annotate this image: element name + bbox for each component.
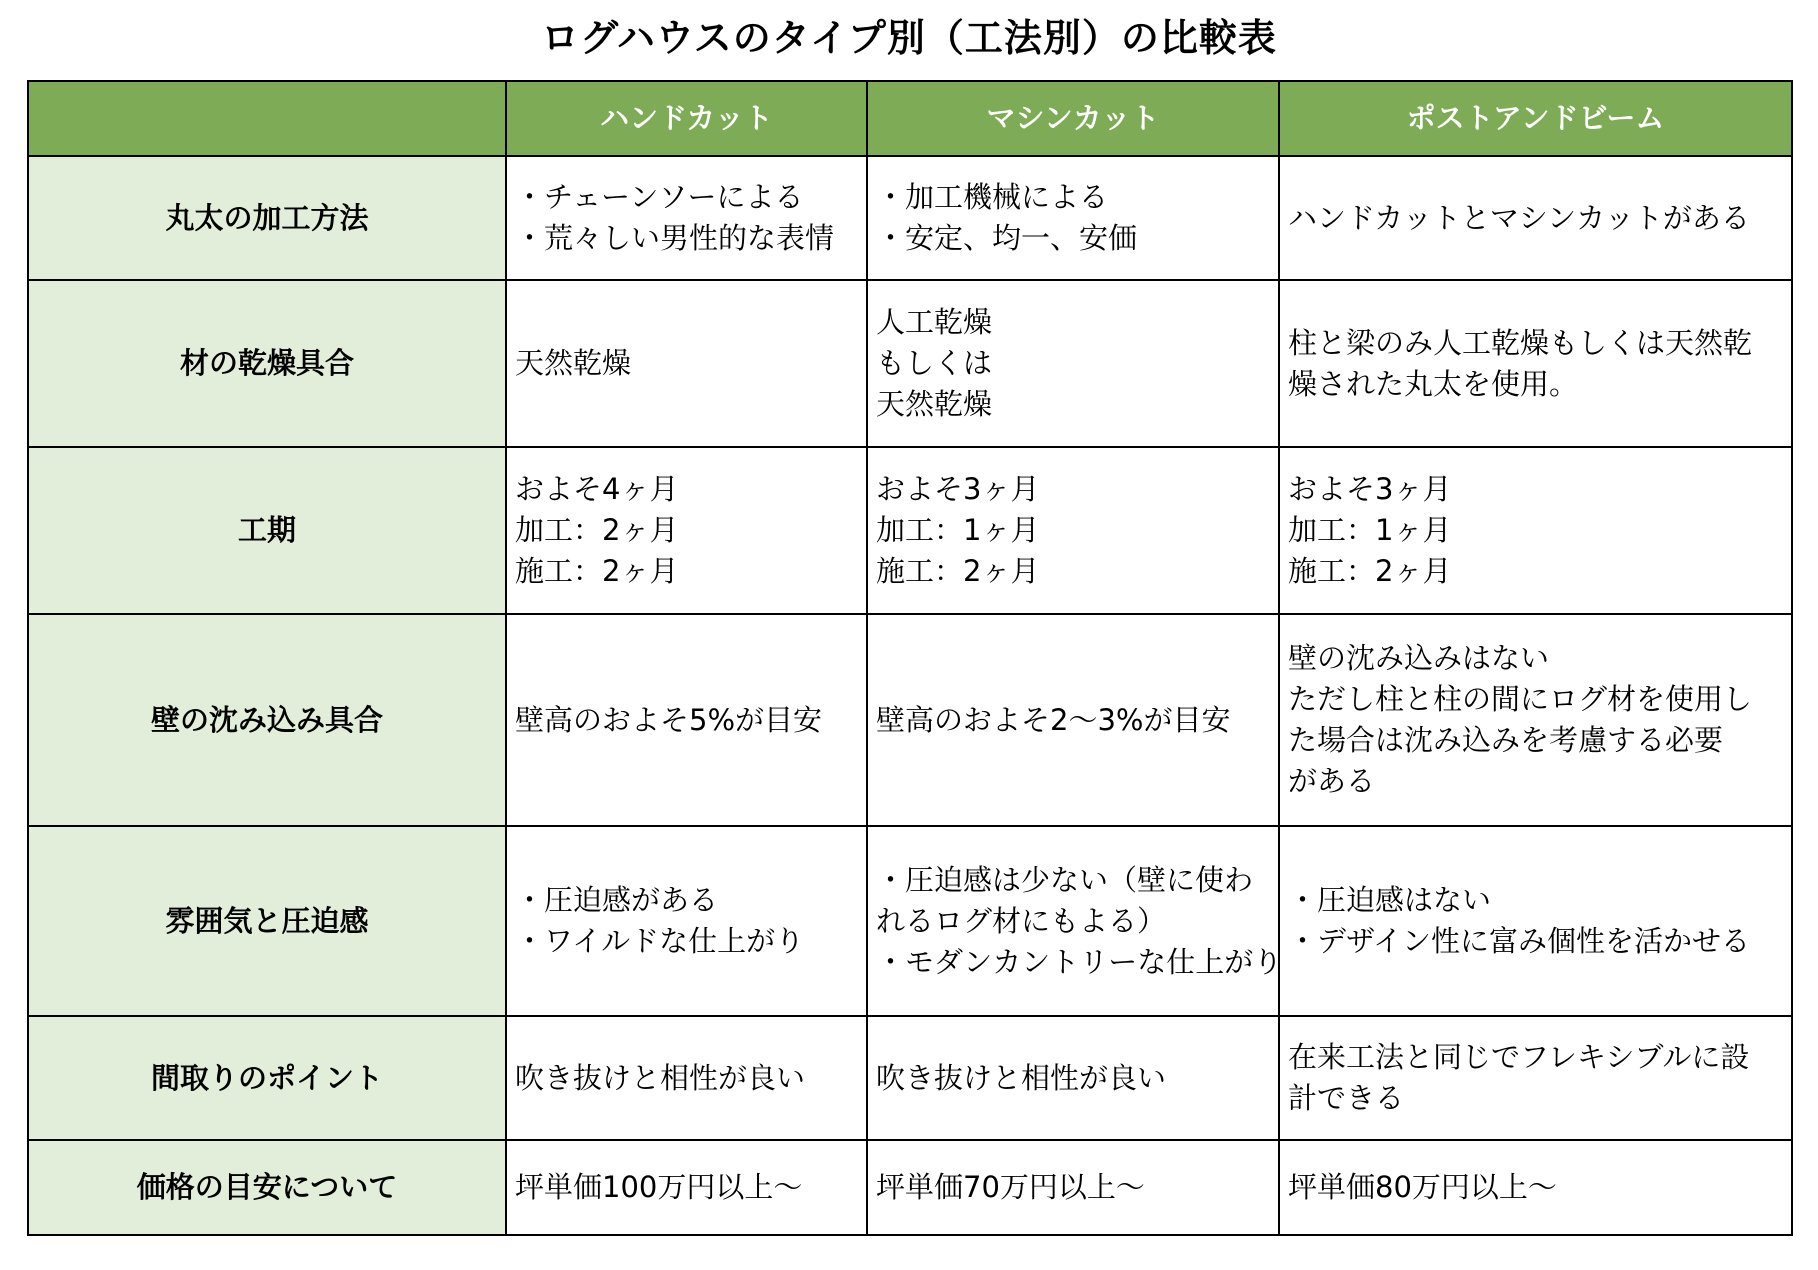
cell-text-line: 施工：2ヶ月: [876, 554, 1040, 588]
row-label: 間取りのポイント: [28, 1016, 506, 1140]
column-header-post-and-beam: ポストアンドビーム: [1279, 81, 1792, 156]
cell-post-and-beam: [1279, 1140, 1792, 1235]
cell-text-line: ・圧迫感はない: [1288, 883, 1492, 917]
table-row: [28, 280, 1792, 447]
cell-text-line: 人工乾燥: [876, 305, 993, 339]
cell-text-line: 壁高のおよそ2～3%が目安: [876, 702, 1231, 737]
cell-text-line: 在来工法と同じでフレキシブルに設: [1288, 1040, 1750, 1074]
comparison-table: [27, 80, 1793, 1236]
cell-machinecut: [867, 156, 1279, 280]
cell-post-and-beam: [1279, 614, 1792, 826]
row-label: 価格の目安について: [28, 1140, 506, 1235]
cell-text-line: ただし柱と柱の間にログ材を使用し: [1288, 682, 1753, 716]
cell-text-line: 加工：1ヶ月: [1288, 513, 1452, 547]
cell-post-and-beam: [1279, 1016, 1792, 1140]
column-header-machinecut: マシンカット: [867, 81, 1279, 156]
cell-text-line: 坪単価80万円以上～: [1288, 1170, 1557, 1204]
cell-text-line: 施工：2ヶ月: [1288, 554, 1452, 588]
cell-post-and-beam: [1279, 447, 1792, 614]
cell-machinecut: [867, 1016, 1279, 1140]
cell-text-line: およそ4ヶ月: [515, 472, 679, 506]
cell-machinecut: [867, 280, 1279, 447]
cell-text-line: 壁の沈み込みはない: [1288, 641, 1550, 675]
row-label: 壁の沈み込み具合: [28, 614, 506, 826]
cell-text-line: 計できる: [1288, 1081, 1405, 1115]
row-label: 工期: [28, 447, 506, 614]
header-row: [28, 81, 1792, 156]
cell-text-line: 天然乾燥: [876, 387, 993, 421]
cell-handcut: [506, 826, 867, 1016]
table-row: [28, 1016, 1792, 1140]
cell-text-line: およそ3ヶ月: [1288, 472, 1452, 506]
table-row: [28, 1140, 1792, 1235]
cell-text-line: ・圧迫感がある: [515, 883, 719, 917]
page-title: ログハウスのタイプ別（工法別）の比較表: [541, 16, 1277, 60]
cell-post-and-beam: [1279, 280, 1792, 447]
cell-text-line: 燥された丸太を使用。: [1288, 366, 1579, 401]
table-row: [28, 447, 1792, 614]
cell-handcut: [506, 280, 867, 447]
row-label: 丸太の加工方法: [28, 156, 506, 280]
cell-handcut: [506, 614, 867, 826]
cell-machinecut: [867, 447, 1279, 614]
cell-text-line: ・チェーンソーによる: [515, 180, 804, 214]
cell-text-line: 坪単価70万円以上～: [876, 1170, 1145, 1204]
row-label: 材の乾燥具合: [28, 280, 506, 447]
column-header-handcut: ハンドカット: [506, 81, 867, 156]
cell-text-line: ハンドカットとマシンカットがある: [1288, 200, 1750, 235]
cell-text-line: 吹き抜けと相性が良い: [515, 1060, 806, 1095]
cell-post-and-beam: [1279, 826, 1792, 1016]
cell-handcut: [506, 156, 867, 280]
table-row: [28, 826, 1792, 1016]
cell-text-line: ・荒々しい男性的な表情: [515, 221, 835, 255]
cell-text-line: ・圧迫感は少ない（壁に使わ: [876, 862, 1254, 897]
cell-text-line: 施工：2ヶ月: [515, 554, 679, 588]
cell-handcut: [506, 1140, 867, 1235]
cell-text-line: およそ3ヶ月: [876, 472, 1040, 506]
row-label: 雰囲気と圧迫感: [28, 826, 506, 1016]
cell-text-line: ・モダンカントリーな仕上がり: [876, 944, 1283, 979]
cell-machinecut: [867, 1140, 1279, 1235]
table-row: [28, 614, 1792, 826]
cell-machinecut: [867, 826, 1283, 1016]
cell-text-line: 天然乾燥: [515, 346, 632, 380]
cell-text-line: た場合は沈み込みを考慮する必要: [1288, 723, 1724, 757]
cell-text-line: がある: [1288, 764, 1376, 798]
cell-text-line: ・加工機械による: [876, 180, 1109, 214]
cell-machinecut: [867, 614, 1279, 826]
cell-text-line: 加工：1ヶ月: [876, 513, 1040, 547]
cell-text-line: 吹き抜けと相性が良い: [876, 1060, 1167, 1095]
cell-text-line: ・安定、均一、安価: [876, 221, 1138, 255]
cell-text-line: 柱と梁のみ人工乾燥もしくは天然乾: [1288, 325, 1753, 360]
cell-post-and-beam: [1279, 156, 1792, 280]
cell-text-line: 加工：2ヶ月: [515, 513, 679, 547]
cell-text-line: 坪単価100万円以上～: [515, 1170, 803, 1204]
cell-text-line: れるログ材にもよる）: [876, 903, 1167, 938]
cell-text-line: もしくは: [876, 346, 993, 380]
cell-text-line: ・ワイルドな仕上がり: [515, 924, 805, 958]
header-corner-cell: [28, 81, 506, 156]
cell-handcut: [506, 1016, 867, 1140]
table-row: [28, 156, 1792, 280]
cell-text-line: ・デザイン性に富み個性を活かせる: [1288, 924, 1750, 958]
cell-handcut: [506, 447, 867, 614]
cell-text-line: 壁高のおよそ5%が目安: [515, 702, 823, 737]
